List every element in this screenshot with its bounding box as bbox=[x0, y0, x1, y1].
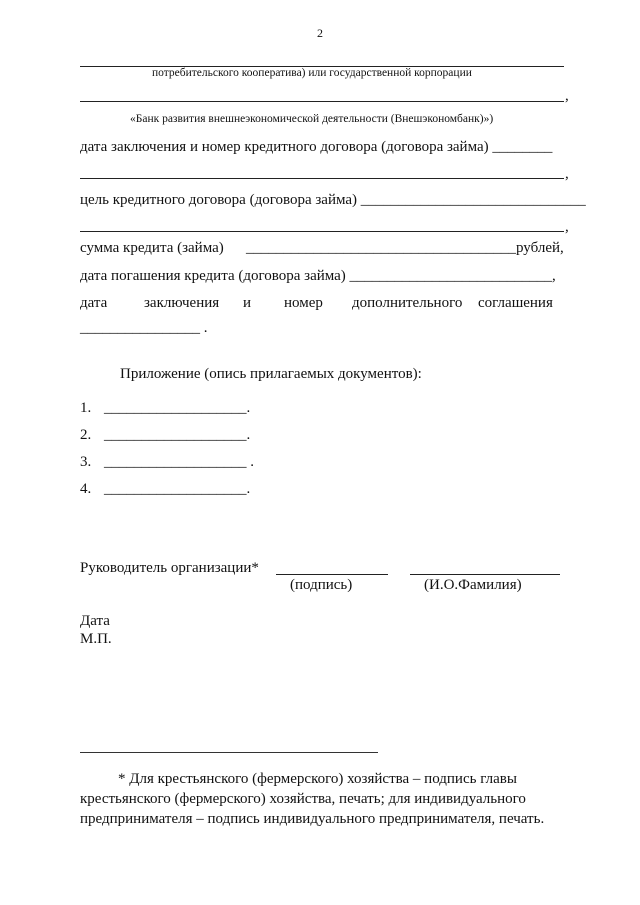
appendix-item-num: 3. bbox=[80, 454, 92, 470]
footnote-line-1: * Для крестьянского (фермерского) хозяйства – подпись главы bbox=[118, 771, 517, 787]
appendix-item-blank: ___________________ . bbox=[104, 454, 254, 470]
page-number: 2 bbox=[317, 26, 323, 40]
contract-date-label: дата заключения и номер кредитного договора (договора займа) ________ bbox=[80, 139, 553, 155]
header-caption-2: «Банк развития внешнеэкономической деятельности (Внешэкономбанк)») bbox=[130, 113, 494, 125]
sum-blank: ____________________________________ bbox=[246, 240, 516, 256]
appendix-item-blank: ___________________. bbox=[104, 481, 251, 497]
signature-caption: (подпись) bbox=[290, 577, 353, 593]
name-caption: (И.О.Фамилия) bbox=[424, 577, 522, 593]
header-caption-1: потребительского кооператива) или государственной корпорации bbox=[152, 67, 472, 79]
contract-date-line bbox=[80, 178, 564, 179]
footnote-separator bbox=[80, 752, 378, 753]
appendix-item-blank: ___________________. bbox=[104, 427, 251, 443]
name-line bbox=[410, 574, 560, 575]
contract-date-trailing: , bbox=[565, 166, 569, 182]
purpose-line bbox=[80, 231, 564, 232]
purpose-label: цель кредитного договора (договора займа) ______________________________ bbox=[80, 192, 586, 208]
stamp-label: М.П. bbox=[80, 631, 112, 647]
appendix-item-num: 4. bbox=[80, 481, 92, 497]
addendum-blank: ________________ . bbox=[80, 320, 208, 336]
sum-label: сумма кредита (займа) bbox=[80, 240, 224, 256]
appendix-item-num: 1. bbox=[80, 400, 92, 416]
signature-line bbox=[276, 574, 388, 575]
footnote-line-3: предпринимателя – подпись индивидуального предпринимателя, печать. bbox=[80, 811, 545, 827]
addendum-word-2: заключения bbox=[144, 295, 220, 311]
appendix-item-num: 2. bbox=[80, 427, 92, 443]
addendum-word-1: дата bbox=[80, 295, 108, 311]
date-label: Дата bbox=[80, 613, 110, 629]
addendum-word-3: и bbox=[243, 295, 252, 311]
footnote-line-2: крестьянского (фермерского) хозяйства, печать; для индивидуального bbox=[80, 791, 526, 807]
repay-label: дата погашения кредита (договора займа) ___________________________, bbox=[80, 268, 556, 284]
appendix-item-blank: ___________________. bbox=[104, 400, 251, 416]
head-of-organization-label: Руководитель организации* bbox=[80, 560, 259, 576]
header-line-2 bbox=[80, 101, 564, 102]
addendum-word-6: соглашения bbox=[478, 295, 553, 311]
addendum-word-4: номер bbox=[284, 295, 323, 311]
header-line-2-trailing: , bbox=[565, 88, 569, 104]
purpose-trailing: , bbox=[565, 219, 569, 235]
appendix-title: Приложение (опись прилагаемых документов): bbox=[120, 366, 422, 382]
addendum-word-5: дополнительного bbox=[352, 295, 463, 311]
sum-unit: рублей, bbox=[516, 240, 564, 256]
